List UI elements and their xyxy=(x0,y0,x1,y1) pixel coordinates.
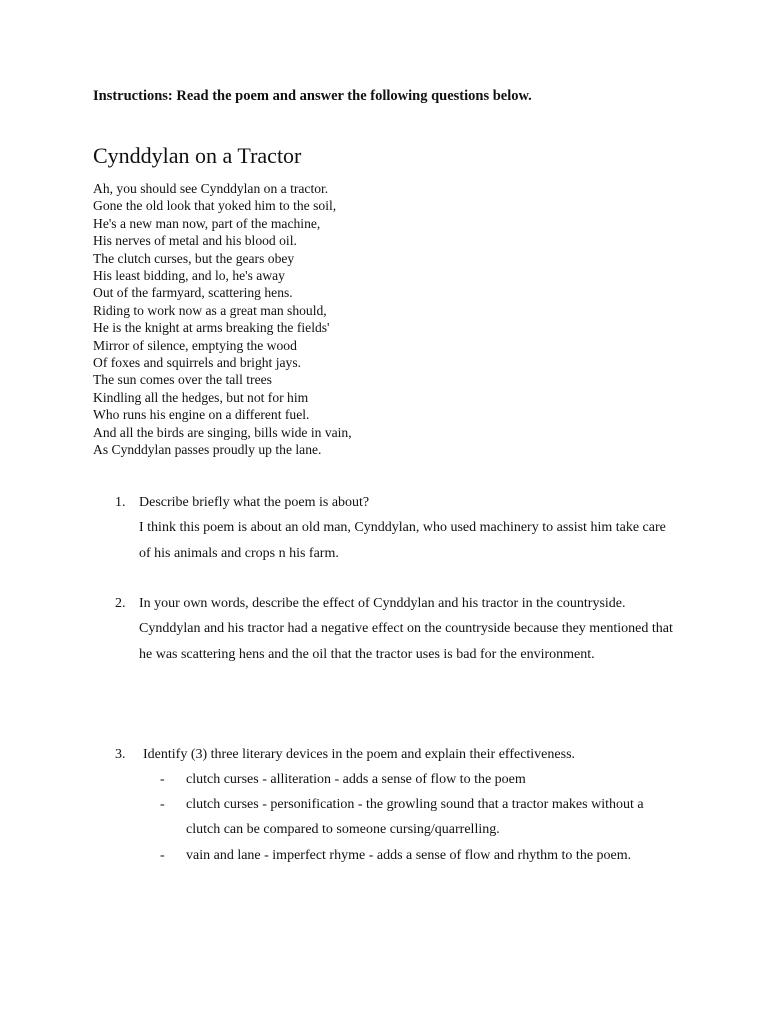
bullet-dash: - xyxy=(160,848,165,863)
poem-line: Gone the old look that yoked him to the soil, xyxy=(93,198,337,214)
poem-line: Out of the farmyard, scattering hens. xyxy=(93,285,293,301)
poem-line: The sun comes over the tall trees xyxy=(93,372,272,388)
question-number: 1. xyxy=(115,495,126,510)
poem-line: Mirror of silence, emptying the wood xyxy=(93,337,297,353)
poem-line: As Cynddylan passes proudly up the lane. xyxy=(93,442,322,458)
poem-line: Riding to work now as a great man should, xyxy=(93,302,327,318)
poem-title: Cynddylan on a Tractor xyxy=(93,143,302,168)
question-text: In your own words, describe the effect of Cynddylan and his tractor in the countryside. xyxy=(139,596,626,611)
poem-line: Of foxes and squirrels and bright jays. xyxy=(93,355,302,371)
answer-text: Cynddylan and his tractor had a negative effect on the countryside because they mentioned that he was scattering hens and the oil that the tractor uses is bad for the environment. xyxy=(139,621,673,662)
bullet-text: clutch curses - personification - the growling sound that a tractor makes without a clutch can be compared to someone cursing/quarrelling. xyxy=(186,797,644,838)
bullet-text: vain and lane - imperfect rhyme - adds a sense of flow and rhythm to the poem. xyxy=(186,848,632,863)
question-number: 2. xyxy=(115,596,126,611)
poem-line: His nerves of metal and his blood oil. xyxy=(93,233,297,249)
poem-line: He's a new man now, part of the machine, xyxy=(93,215,321,231)
bullet-dash: - xyxy=(160,772,165,787)
poem-line: His least bidding, and lo, he's away xyxy=(93,268,285,284)
bullet-dash: - xyxy=(160,797,165,812)
poem-line: Ah, you should see Cynddylan on a tractor. xyxy=(93,181,329,196)
question-text: Describe briefly what the poem is about? xyxy=(139,495,370,510)
poem-line: The clutch curses, but the gears obey xyxy=(93,250,295,266)
bullet-text: clutch curses - alliteration - adds a sense of flow to the poem xyxy=(186,772,526,787)
poem-line: Who runs his engine on a different fuel. xyxy=(93,407,310,423)
instructions-text: Instructions: Read the poem and answer the following questions below. xyxy=(93,88,532,104)
poem-line: And all the birds are singing, bills wide in vain, xyxy=(93,424,352,440)
question-text: Identify (3) three literary devices in the poem and explain their effectiveness. xyxy=(143,747,576,762)
poem-line: He is the knight at arms breaking the fields' xyxy=(93,320,330,336)
poem-line: Kindling all the hedges, but not for him xyxy=(93,389,309,405)
answer-text: I think this poem is about an old man, Cynddylan, who used machinery to assist him take care of his animals and crops n his farm. xyxy=(139,520,666,561)
question-number: 3. xyxy=(115,747,126,762)
poem-body xyxy=(93,180,352,459)
